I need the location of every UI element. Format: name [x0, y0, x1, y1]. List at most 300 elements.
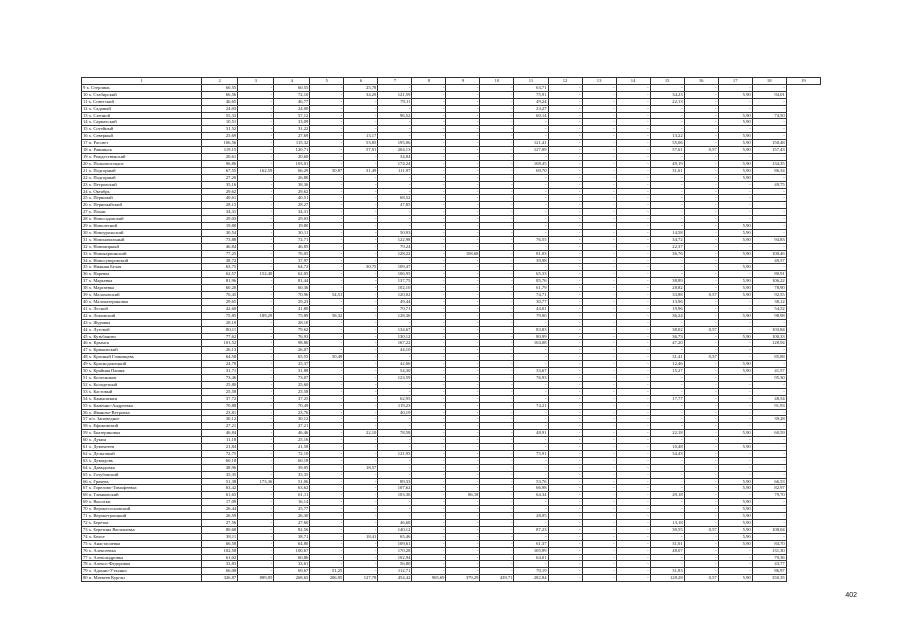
value-cell: 104,08: [514, 340, 548, 347]
value-cell: -: [582, 299, 616, 306]
value-cell: -: [446, 402, 480, 409]
value-cell: -: [344, 416, 378, 423]
value-cell: -: [616, 84, 650, 91]
value-cell: 66,98: [514, 485, 548, 492]
value-cell: 55,33: [202, 112, 238, 119]
value-cell: -: [238, 533, 274, 540]
value-cell: 25,78: [344, 84, 378, 91]
table-row: [82, 326, 821, 333]
value-cell: -: [480, 554, 514, 561]
header-cell: 15: [650, 78, 684, 85]
value-cell: -: [548, 140, 582, 147]
value-cell: -: [238, 91, 274, 98]
value-cell: -: [446, 506, 480, 513]
value-cell: -: [684, 264, 718, 271]
value-cell: -: [616, 416, 650, 423]
value-cell: -: [752, 195, 786, 202]
value-cell: -: [548, 160, 582, 167]
value-cell: -: [446, 285, 480, 292]
value-cell: -: [480, 437, 514, 444]
value-cell: -: [310, 416, 344, 423]
value-cell: -: [238, 119, 274, 126]
value-cell: -: [718, 547, 752, 554]
value-cell: -: [718, 492, 752, 499]
value-cell: -: [616, 257, 650, 264]
value-cell: -: [650, 112, 684, 119]
value-cell: 62,57: [202, 271, 238, 278]
value-cell: 73,88: [202, 236, 238, 243]
value-cell: -: [650, 257, 684, 264]
value-cell: -: [616, 326, 650, 333]
value-cell: 94,01: [752, 91, 786, 98]
value-cell: 111,97: [378, 167, 412, 174]
value-cell: -: [548, 444, 582, 451]
data-table: [81, 77, 821, 582]
value-cell: -: [310, 506, 344, 513]
value-cell: -: [684, 374, 718, 381]
value-cell: 5,90: [718, 174, 752, 181]
value-cell: -: [344, 278, 378, 285]
value-cell: -: [616, 181, 650, 188]
value-cell: -: [548, 513, 582, 520]
table-row: [82, 202, 821, 209]
value-cell: -: [480, 540, 514, 547]
value-cell: 31,01: [650, 540, 684, 547]
table-row: [82, 223, 821, 230]
table-row: [82, 112, 821, 119]
table-row: [82, 209, 821, 216]
value-cell: -: [752, 347, 786, 354]
value-cell: 49,57: [752, 257, 786, 264]
value-cell: -: [446, 223, 480, 230]
value-cell: 79,62: [274, 326, 310, 333]
row-label-cell: 46 п. Крымск: [82, 340, 202, 347]
value-cell: -: [344, 395, 378, 402]
value-cell: 5,90: [718, 278, 752, 285]
value-cell: 80,99: [514, 333, 548, 340]
value-cell: -: [480, 257, 514, 264]
value-cell: -: [548, 457, 582, 464]
value-cell: -: [582, 533, 616, 540]
value-cell: -: [684, 402, 718, 409]
value-cell: -: [548, 361, 582, 368]
value-cell: -: [310, 561, 344, 568]
value-cell: -: [582, 361, 616, 368]
value-cell: -: [582, 98, 616, 105]
value-cell: -: [684, 347, 718, 354]
value-cell: -: [616, 119, 650, 126]
value-cell: 46,85: [274, 243, 310, 250]
value-cell: -: [344, 257, 378, 264]
value-cell: -: [412, 395, 446, 402]
value-cell: -: [548, 478, 582, 485]
value-cell: -: [310, 305, 344, 312]
value-cell: 34,84: [378, 153, 412, 160]
value-cell: -: [514, 395, 548, 402]
value-cell: -: [310, 464, 344, 471]
value-cell: 28,10: [274, 319, 310, 326]
value-cell: 50,93: [378, 229, 412, 236]
value-cell: 23,76: [274, 409, 310, 416]
value-cell: 107,62: [378, 485, 412, 492]
value-cell: -: [548, 91, 582, 98]
value-cell: 189,29: [238, 312, 274, 319]
value-cell: -: [310, 153, 344, 160]
value-cell: -: [548, 437, 582, 444]
value-cell: -: [344, 312, 378, 319]
value-cell: -: [514, 471, 548, 478]
value-cell: 106,22: [752, 278, 786, 285]
value-cell: -: [514, 416, 548, 423]
value-cell: 204,13: [378, 147, 412, 154]
row-label-cell: 31 х. Новоначальный: [82, 236, 202, 243]
value-cell: 60,59: [752, 430, 786, 437]
value-cell: -: [310, 319, 344, 326]
row-label-cell: 14 х. Сарматский: [82, 119, 202, 126]
value-cell: -: [514, 506, 548, 513]
value-cell: -: [480, 326, 514, 333]
value-cell: -: [616, 250, 650, 257]
value-cell: 17,09: [202, 499, 238, 506]
value-cell: 13,96: [650, 299, 684, 306]
value-cell: -: [344, 354, 378, 361]
row-label-cell: 17 п. Рассвет: [82, 140, 202, 147]
value-cell: -: [412, 464, 446, 471]
table-row: [82, 381, 821, 388]
table-row: [82, 188, 821, 195]
value-cell: 27,21: [274, 423, 310, 430]
value-cell: -: [718, 568, 752, 575]
value-cell: -: [684, 98, 718, 105]
value-cell: -: [480, 416, 514, 423]
value-cell: 68,52: [378, 195, 412, 202]
value-cell: -: [582, 188, 616, 195]
value-cell: -: [616, 112, 650, 119]
value-cell: -: [718, 354, 752, 361]
header-cell: 17: [718, 78, 752, 85]
header-cell: 13: [582, 78, 616, 85]
header-cell: 9: [446, 78, 480, 85]
value-cell: -: [650, 388, 684, 395]
value-cell: -: [480, 285, 514, 292]
value-cell: -: [238, 264, 274, 271]
value-cell: -: [548, 354, 582, 361]
value-cell: 30,12: [202, 416, 238, 423]
value-cell: -: [378, 223, 412, 230]
table-row: [82, 140, 821, 147]
value-cell: -: [446, 347, 480, 354]
value-cell: -: [718, 202, 752, 209]
value-cell: -: [310, 395, 344, 402]
value-cell: 103,36: [378, 492, 412, 499]
value-cell: 58,32: [310, 312, 344, 319]
value-cell: 5,90: [718, 223, 752, 230]
row-label-cell: 53 х. Кастовый: [82, 388, 202, 395]
value-cell: -: [752, 174, 786, 181]
value-cell: -: [480, 340, 514, 347]
value-cell: -: [548, 388, 582, 395]
value-cell: -: [310, 430, 344, 437]
value-cell: -: [310, 264, 344, 271]
value-cell: -: [514, 499, 548, 506]
value-cell: -: [718, 347, 752, 354]
row-label-cell: 45 х. Кузьбаново: [82, 333, 202, 340]
value-cell: -: [684, 271, 718, 278]
header-cell: 14: [616, 78, 650, 85]
value-cell: 48,54: [752, 395, 786, 402]
value-cell: 152,40: [238, 271, 274, 278]
value-cell: -: [378, 257, 412, 264]
row-label-cell: 66 х. Грачевъ: [82, 478, 202, 485]
header-cell: 4: [274, 78, 310, 85]
value-cell: 115,32: [274, 140, 310, 147]
value-cell: 29,03: [274, 216, 310, 223]
value-cell: 120,02: [378, 292, 412, 299]
header-cell: 6: [344, 78, 378, 85]
value-cell: -: [238, 402, 274, 409]
value-cell: -: [480, 209, 514, 216]
value-cell: 98,86: [274, 340, 310, 347]
value-cell: 44,10: [378, 347, 412, 354]
value-cell: -: [344, 568, 378, 575]
value-cell: -: [548, 492, 582, 499]
value-cell: -: [344, 499, 378, 506]
value-cell: 72,10: [274, 450, 310, 457]
value-cell: -: [344, 271, 378, 278]
value-cell: -: [480, 319, 514, 326]
value-cell: -: [480, 409, 514, 416]
value-cell: 38,96: [202, 464, 238, 471]
value-cell: -: [752, 388, 786, 395]
value-cell: -: [480, 333, 514, 340]
row-label-cell: 75 х. Анастасиевка: [82, 540, 202, 547]
value-cell: 18,41: [344, 533, 378, 540]
value-cell: -: [446, 547, 480, 554]
value-cell: -: [650, 423, 684, 430]
value-cell: -: [378, 423, 412, 430]
value-cell: -: [412, 271, 446, 278]
value-cell: -: [310, 471, 344, 478]
value-cell: -: [718, 181, 752, 188]
value-cell: -: [548, 243, 582, 250]
value-cell: -: [344, 561, 378, 568]
value-cell: -: [310, 554, 344, 561]
value-cell: -: [344, 243, 378, 250]
table-row: [82, 333, 821, 340]
value-cell: 39,98: [514, 257, 548, 264]
value-cell: -: [582, 174, 616, 181]
value-cell: -: [446, 243, 480, 250]
value-cell: -: [684, 112, 718, 119]
value-cell: -: [548, 450, 582, 457]
value-cell: -: [684, 450, 718, 457]
value-cell: -: [718, 126, 752, 133]
value-cell: -: [412, 533, 446, 540]
table-row: [82, 568, 821, 575]
value-cell: 5,90: [718, 506, 752, 513]
value-cell: 48,07: [650, 547, 684, 554]
value-cell: -: [310, 271, 344, 278]
value-cell: -: [514, 243, 548, 250]
value-cell: -: [582, 333, 616, 340]
header-cell: 8: [412, 78, 446, 85]
table-row: [82, 285, 821, 292]
value-cell: -: [514, 119, 548, 126]
row-label-cell: 64 х. Давыдовка: [82, 464, 202, 471]
value-cell: -: [548, 423, 582, 430]
value-cell: -: [548, 250, 582, 257]
value-cell: -: [752, 202, 786, 209]
value-cell: 89,33: [378, 478, 412, 485]
value-cell: -: [412, 299, 446, 306]
value-cell: -: [446, 84, 480, 91]
value-cell: -: [480, 188, 514, 195]
value-cell: -: [582, 119, 616, 126]
value-cell: 5,90: [718, 112, 752, 119]
value-cell: -: [514, 361, 548, 368]
value-cell: -: [548, 216, 582, 223]
value-cell: -: [412, 119, 446, 126]
table-row: [82, 464, 821, 471]
value-cell: -: [684, 319, 718, 326]
value-cell: 454,42: [378, 575, 412, 582]
value-cell: 14,58: [650, 229, 684, 236]
value-cell: 79,36: [752, 554, 786, 561]
row-label-cell: 61 х. Дементеев: [82, 444, 202, 451]
value-cell: -: [344, 478, 378, 485]
table-row: [82, 395, 821, 402]
value-cell: 70,96: [274, 292, 310, 299]
value-cell: 28,27: [274, 202, 310, 209]
value-cell: -: [310, 236, 344, 243]
value-cell: -: [582, 271, 616, 278]
value-cell: -: [582, 450, 616, 457]
value-cell: -: [412, 402, 446, 409]
table-row: [82, 437, 821, 444]
value-cell: -: [412, 423, 446, 430]
value-cell: -: [344, 485, 378, 492]
value-cell: -: [616, 520, 650, 527]
value-cell: -: [684, 167, 718, 174]
value-cell: -: [310, 340, 344, 347]
value-cell: -: [480, 526, 514, 533]
value-cell: -: [238, 236, 274, 243]
value-cell: 130,12: [378, 333, 412, 340]
value-cell: 48,91: [514, 430, 548, 437]
table-row: [82, 167, 821, 174]
value-cell: 85,76: [514, 278, 548, 285]
value-cell: 81,96: [202, 278, 238, 285]
value-cell: -: [238, 506, 274, 513]
value-cell: 5,90: [718, 264, 752, 271]
value-cell: -: [446, 147, 480, 154]
value-cell: -: [718, 195, 752, 202]
value-cell: 72,71: [274, 236, 310, 243]
value-cell: -: [344, 105, 378, 112]
value-cell: -: [412, 133, 446, 140]
value-cell: -: [752, 520, 786, 527]
value-cell: -: [684, 430, 718, 437]
value-cell: -: [238, 485, 274, 492]
table-row: [82, 485, 821, 492]
value-cell: -: [650, 223, 684, 230]
value-cell: -: [344, 333, 378, 340]
value-cell: -: [310, 423, 344, 430]
table-row: [82, 91, 821, 98]
value-cell: -: [548, 575, 582, 582]
value-cell: -: [718, 416, 752, 423]
value-cell: -: [412, 526, 446, 533]
value-cell: -: [616, 471, 650, 478]
value-cell: 70,49: [274, 402, 310, 409]
value-cell: -: [310, 361, 344, 368]
value-cell: 31,83: [650, 568, 684, 575]
value-cell: 29,62: [202, 188, 238, 195]
value-cell: 26,80: [274, 174, 310, 181]
row-label-cell: 33 х. Новокарпинский: [82, 250, 202, 257]
value-cell: 379,29: [446, 575, 480, 582]
value-cell: -: [684, 160, 718, 167]
value-cell: 33,61: [274, 561, 310, 568]
value-cell: 106,95: [378, 271, 412, 278]
value-cell: 38,71: [274, 533, 310, 540]
value-cell: -: [548, 561, 582, 568]
table-row: [82, 181, 821, 188]
value-cell: -: [616, 478, 650, 485]
value-cell: 28,05: [514, 513, 548, 520]
value-cell: -: [412, 181, 446, 188]
value-cell: 25,60: [274, 381, 310, 388]
table-row: [82, 423, 821, 430]
value-cell: -: [238, 243, 274, 250]
value-cell: -: [310, 368, 344, 375]
value-cell: 38,72: [202, 257, 238, 264]
value-cell: -: [480, 202, 514, 209]
value-cell: -: [412, 202, 446, 209]
value-cell: -: [238, 450, 274, 457]
value-cell: -: [310, 147, 344, 154]
value-cell: -: [238, 381, 274, 388]
value-cell: -: [514, 381, 548, 388]
value-cell: -: [548, 554, 582, 561]
value-cell: -: [344, 402, 378, 409]
value-cell: -: [446, 119, 480, 126]
value-cell: -: [616, 423, 650, 430]
value-cell: -: [446, 457, 480, 464]
value-cell: 17,77: [650, 395, 684, 402]
value-cell: 87,23: [514, 526, 548, 533]
value-cell: -: [446, 216, 480, 223]
value-cell: -: [412, 84, 446, 91]
value-cell: -: [684, 257, 718, 264]
value-cell: -: [344, 381, 378, 388]
row-label-cell: 10 х. Стабирский: [82, 91, 202, 98]
value-cell: -: [446, 340, 480, 347]
value-cell: -: [684, 202, 718, 209]
row-label-cell: 49 х. Краснодонецкий: [82, 361, 202, 368]
value-cell: -: [480, 520, 514, 527]
value-cell: -: [480, 112, 514, 119]
value-cell: -: [616, 430, 650, 437]
value-cell: 42,66: [378, 361, 412, 368]
value-cell: 5,90: [718, 478, 752, 485]
value-cell: -: [310, 457, 344, 464]
value-cell: -: [344, 126, 378, 133]
value-cell: 5,90: [718, 533, 752, 540]
value-cell: 28,10: [202, 319, 238, 326]
value-cell: 46,77: [274, 98, 310, 105]
value-cell: -: [310, 409, 344, 416]
